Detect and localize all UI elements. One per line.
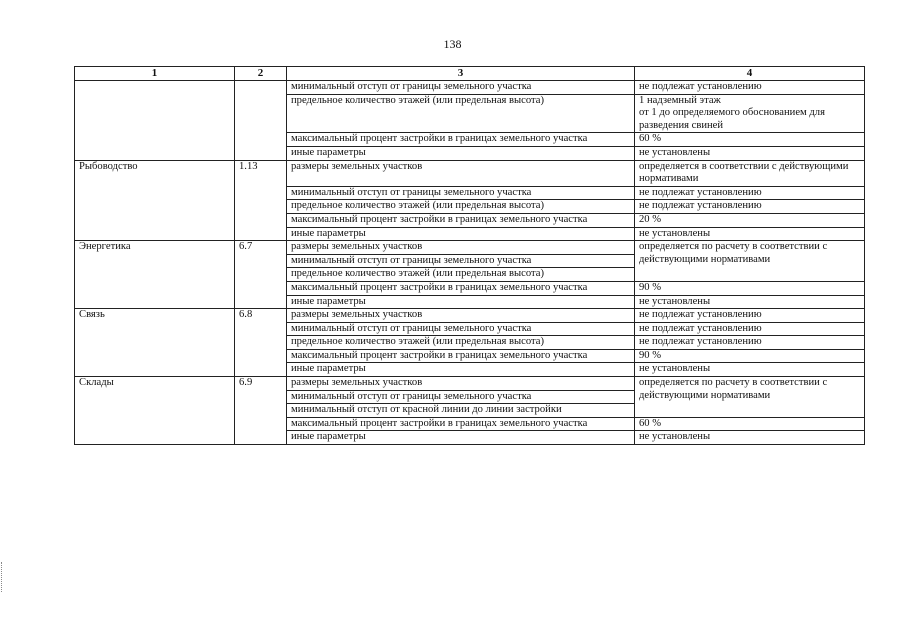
parameter-name: минимальный отступ от границы земельного участка bbox=[287, 81, 635, 95]
parameter-value: не установлены bbox=[635, 431, 865, 445]
parameter-name: максимальный процент застройки в границах земельного участка bbox=[287, 133, 635, 147]
table-header-row bbox=[75, 67, 865, 81]
parameter-value: 90 % bbox=[635, 349, 865, 363]
use-type-code: 6.7 bbox=[235, 241, 287, 309]
parameter-value: 90 % bbox=[635, 281, 865, 295]
page-number: 138 bbox=[443, 37, 462, 51]
parameter-value: не установлены bbox=[635, 227, 865, 241]
parameter-name: минимальный отступ от границы земельного участка bbox=[287, 390, 635, 404]
parameter-name: максимальный процент застройки в границах земельного участка bbox=[287, 281, 635, 295]
parameter-name: максимальный процент застройки в границах земельного участка bbox=[287, 349, 635, 363]
table-row bbox=[75, 309, 865, 323]
parameter-name: размеры земельных участков bbox=[287, 309, 635, 323]
use-type-name: Связь bbox=[75, 309, 235, 377]
parameter-name: минимальный отступ от границы земельного участка bbox=[287, 186, 635, 200]
parameter-name: минимальный отступ от красной линии до линии застройки bbox=[287, 404, 635, 418]
use-type-name bbox=[75, 81, 235, 161]
use-type-code: 1.13 bbox=[235, 160, 287, 241]
parameter-value: 60 % bbox=[635, 417, 865, 431]
use-type-name: Рыбоводство bbox=[75, 160, 235, 241]
parameter-value: не установлены bbox=[635, 295, 865, 309]
parameter-name: предельное количество этажей (или предельная высота) bbox=[287, 268, 635, 282]
parameter-value: не подлежат установлению bbox=[635, 186, 865, 200]
parameter-name: иные параметры bbox=[287, 363, 635, 377]
scan-margin-mark bbox=[1, 562, 4, 592]
parameter-name: предельное количество этажей (или предельная высота) bbox=[287, 94, 635, 133]
header-col-3: 3 bbox=[287, 67, 635, 81]
parameter-value: 1 надземный этаж от 1 до определяемого обоснованием для разведения свиней bbox=[635, 94, 865, 133]
parameter-value: не подлежат установлению bbox=[635, 81, 865, 95]
parameter-value: не подлежат установлению bbox=[635, 322, 865, 336]
use-type-code: 6.9 bbox=[235, 377, 287, 445]
header-col-2: 2 bbox=[235, 67, 287, 81]
parameter-value: не подлежат установлению bbox=[635, 336, 865, 350]
parameter-name: размеры земельных участков bbox=[287, 377, 635, 391]
parameter-name: иные параметры bbox=[287, 146, 635, 160]
parameter-name: иные параметры bbox=[287, 295, 635, 309]
use-type-name: Склады bbox=[75, 377, 235, 445]
table-row bbox=[75, 377, 865, 391]
parameter-name: иные параметры bbox=[287, 431, 635, 445]
use-type-code: 6.8 bbox=[235, 309, 287, 377]
table-body bbox=[75, 81, 865, 445]
parameter-value: не подлежат установлению bbox=[635, 309, 865, 323]
parameter-name: минимальный отступ от границы земельного участка bbox=[287, 322, 635, 336]
parameter-value: 60 % bbox=[635, 133, 865, 147]
parameter-value: определяется по расчету в соответствии с действующими нормативами bbox=[635, 377, 865, 418]
parameter-value: 20 % bbox=[635, 213, 865, 227]
parameter-name: предельное количество этажей (или предельная высота) bbox=[287, 336, 635, 350]
parameter-value: не установлены bbox=[635, 146, 865, 160]
parameter-name: максимальный процент застройки в границах земельного участка bbox=[287, 417, 635, 431]
parameter-value: не установлены bbox=[635, 363, 865, 377]
use-type-code bbox=[235, 81, 287, 161]
use-type-name: Энергетика bbox=[75, 241, 235, 309]
header-col-1: 1 bbox=[75, 67, 235, 81]
table-row bbox=[75, 241, 865, 255]
parameter-value: определяется в соответствии с действующими нормативами bbox=[635, 160, 865, 186]
parameter-name: размеры земельных участков bbox=[287, 160, 635, 186]
parameter-value: определяется по расчету в соответствии с действующими нормативами bbox=[635, 241, 865, 282]
parameter-name: максимальный процент застройки в границах земельного участка bbox=[287, 213, 635, 227]
parameter-name: предельное количество этажей (или предельная высота) bbox=[287, 200, 635, 214]
parameter-name: размеры земельных участков bbox=[287, 241, 635, 255]
parameter-name: минимальный отступ от границы земельного участка bbox=[287, 254, 635, 268]
parameter-value: не подлежат установлению bbox=[635, 200, 865, 214]
table-row bbox=[75, 160, 865, 186]
table-row bbox=[75, 81, 865, 95]
header-col-4: 4 bbox=[635, 67, 865, 81]
parameter-name: иные параметры bbox=[287, 227, 635, 241]
zoning-parameters-table bbox=[74, 66, 865, 445]
